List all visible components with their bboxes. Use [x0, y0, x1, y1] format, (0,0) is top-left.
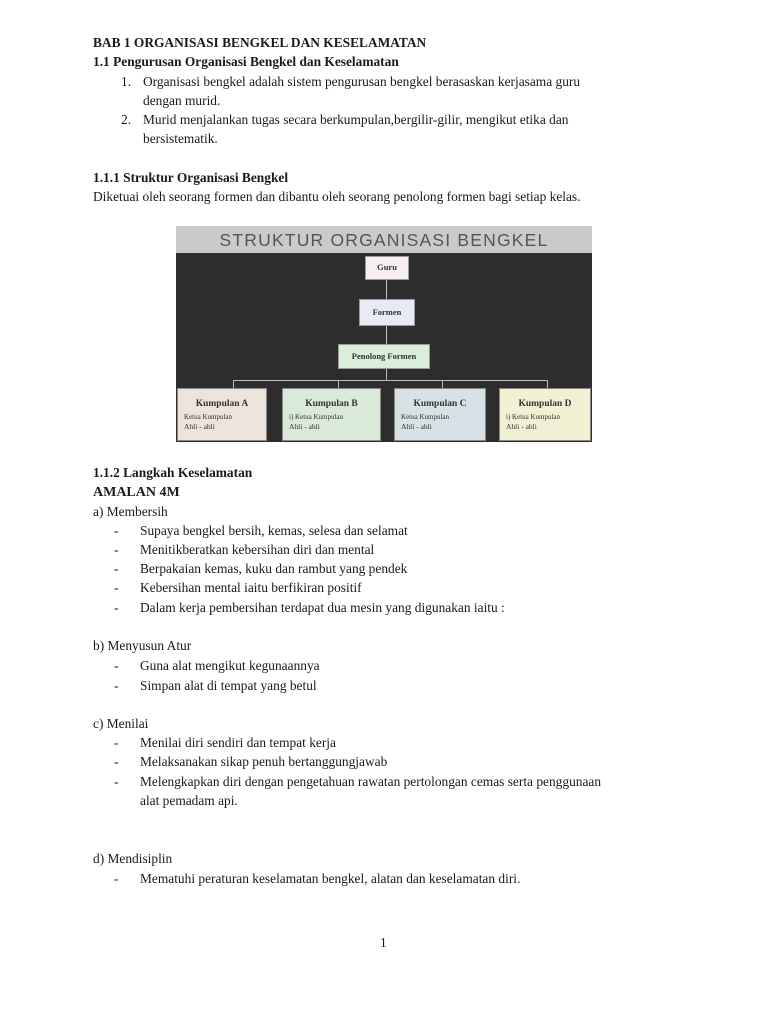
subsection-subtitle: AMALAN 4M [93, 485, 180, 500]
page-number: 1 [380, 935, 387, 950]
bullet-dash: - [114, 735, 119, 750]
node-kumpulan-a [177, 388, 267, 441]
node-formen [359, 299, 415, 326]
bullet-dash: - [114, 871, 119, 886]
section-title: 1.1 Pengurusan Organisasi Bengkel dan Keselamatan [93, 54, 399, 69]
bullet-dash: - [114, 754, 119, 769]
bullet-dash: - [114, 678, 119, 693]
group-name: Kumpulan A [195, 399, 249, 409]
section-label: a) Membersih [93, 504, 168, 519]
group-name: Kumpulan B [305, 399, 358, 409]
group-leader-label: Ketua Kumpulan [184, 413, 233, 421]
connector-line [386, 326, 387, 344]
section-label: c) Menilai [93, 716, 149, 731]
group-name: Kumpulan C [413, 399, 467, 409]
section-label: d) Mendisiplin [93, 851, 173, 866]
list-item: Dalam kerja pembersihan terdapat dua mesin yang digunakan iaitu : [140, 600, 505, 615]
node-penolong-formen [338, 344, 430, 369]
list-item: Menitikberatkan kebersihan diri dan mental [140, 542, 375, 557]
bullet-dash: - [114, 774, 119, 789]
group-members-label: Ahli - ahli [401, 422, 432, 431]
connector-line [338, 380, 339, 388]
chart-title: STRUKTUR ORGANISASI BENGKEL [176, 226, 592, 253]
node-guru-label: Guru [377, 262, 397, 273]
list-item-text: bersistematik. [143, 131, 218, 146]
bullet-dash: - [114, 600, 119, 615]
group-members-label: Ahli - ahli [289, 422, 320, 431]
group-name: Kumpulan D [518, 399, 572, 409]
connector-line [233, 380, 547, 381]
list-number: 1. [121, 74, 132, 89]
list-item: Melengkapkan diri dengan pengetahuan rawatan pertolongan cemas serta penggunaan [140, 774, 602, 789]
node-formen-label: Formen [372, 306, 402, 317]
list-item: Guna alat mengikut kegunaannya [140, 658, 320, 673]
connector-line [547, 380, 548, 388]
list-item: Mematuhi peraturan keselamatan bengkel, alatan dan keselamatan diri. [140, 871, 521, 886]
list-item: Kebersihan mental iaitu berfikiran positif [140, 580, 362, 595]
list-item-text: dengan murid. [143, 93, 221, 108]
list-item-continuation: alat pemadam api. [140, 793, 238, 808]
list-item: Menilai diri sendiri dan tempat kerja [140, 735, 336, 750]
group-leader-label: i) Ketua Kumpulan [506, 413, 561, 421]
list-number: 2. [121, 112, 132, 127]
group-leader-label: i) Ketua Kumpulan [289, 413, 344, 421]
bullet-dash: - [114, 523, 119, 538]
list-item: Melaksanakan sikap penuh bertanggungjawab [140, 754, 388, 769]
list-item: Berpakaian kemas, kuku dan rambut yang pendek [140, 561, 408, 576]
node-kumpulan-c [394, 388, 486, 441]
group-leader-label: Ketua Kumpulan [401, 413, 450, 421]
subsection-title: 1.1.1 Struktur Organisasi Bengkel [93, 170, 289, 185]
list-item: Simpan alat di tempat yang betul [140, 678, 317, 693]
connector-line [386, 280, 387, 299]
bullet-dash: - [114, 580, 119, 595]
node-kumpulan-b [282, 388, 381, 441]
connector-line [386, 369, 387, 380]
node-guru [365, 256, 409, 280]
org-chart [176, 226, 592, 442]
paragraph: Diketuai oleh seorang formen dan dibantu oleh seorang penolong formen bagi setiap kelas. [93, 189, 581, 204]
list-item-text: Murid menjalankan tugas secara berkumpulan,bergilir-gilir, mengikut etika dan [143, 112, 569, 127]
chapter-title: BAB 1 ORGANISASI BENGKEL DAN KESELAMATAN [93, 35, 427, 50]
subsection-title: 1.1.2 Langkah Keselamatan [93, 465, 253, 480]
node-penolong-label: Penolong Formen [351, 350, 417, 361]
connector-line [442, 380, 443, 388]
node-kumpulan-d [499, 388, 591, 441]
group-members-label: Ahli - ahli [184, 422, 215, 431]
section-label: b) Menyusun Atur [93, 638, 192, 653]
group-members-label: Ahli - ahli [506, 422, 537, 431]
connector-line [233, 380, 234, 388]
list-item-text: Organisasi bengkel adalah sistem pengurusan bengkel berasaskan kerjasama guru [143, 74, 581, 89]
list-item: Supaya bengkel bersih, kemas, selesa dan selamat [140, 523, 408, 538]
bullet-dash: - [114, 561, 119, 576]
bullet-dash: - [114, 542, 119, 557]
bullet-dash: - [114, 658, 119, 673]
